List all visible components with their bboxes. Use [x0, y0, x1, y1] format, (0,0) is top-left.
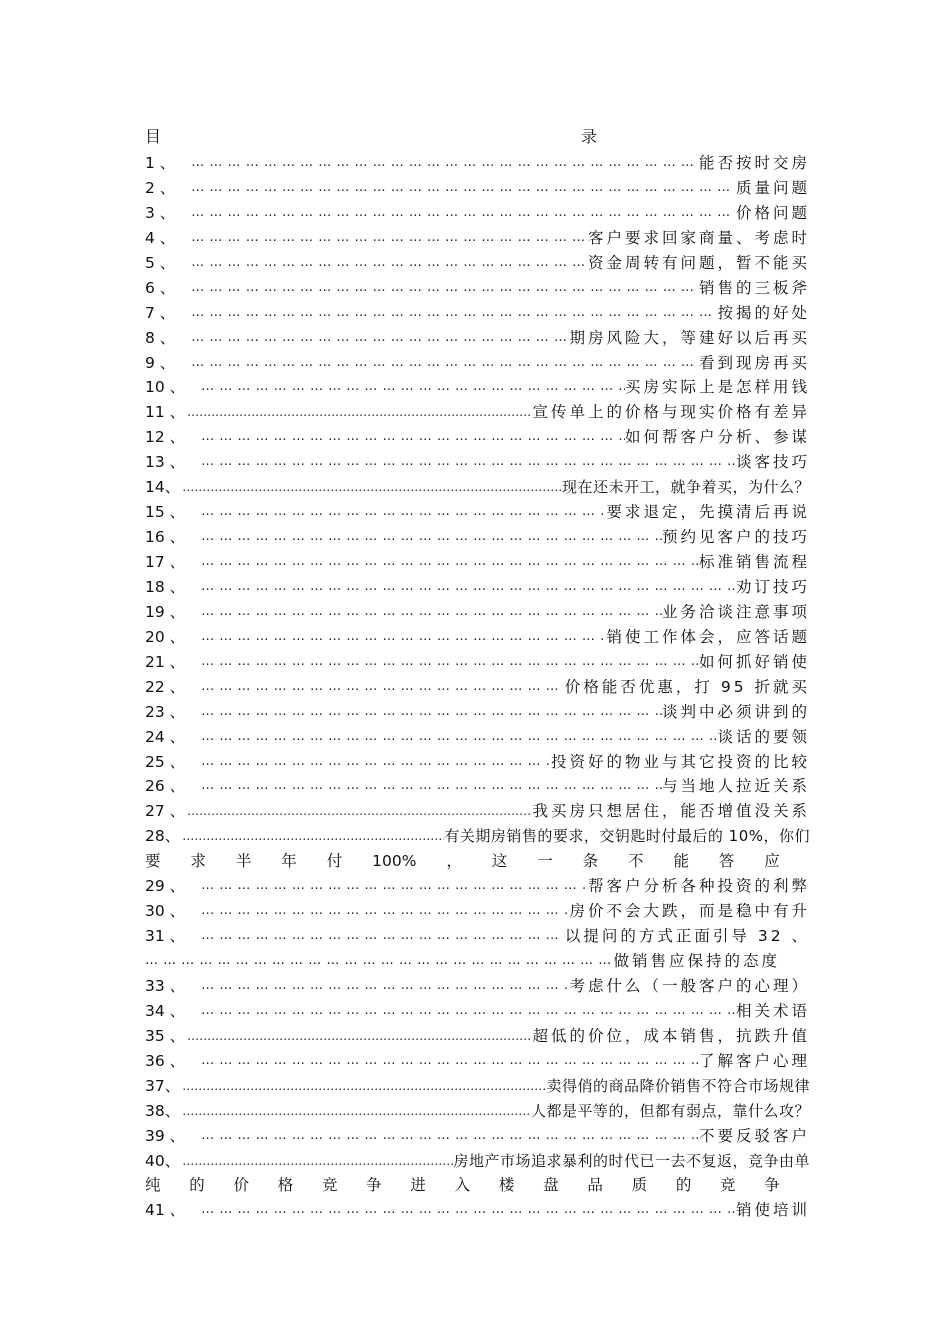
toc-leader-dots — [191, 425, 625, 450]
toc-leader-dots — [191, 700, 662, 725]
toc-entry[interactable] — [145, 924, 810, 949]
toc-entry-title: 人都是平等的，但都有弱点，靠什么攻？ — [530, 1101, 810, 1120]
toc-entry-number: 40、 — [145, 1151, 181, 1170]
toc-entry[interactable] — [145, 999, 810, 1024]
toc-continuation-word: 质 — [631, 1176, 648, 1195]
toc-entry-title: 卖得俏的商品降价销售不符合市场规律 — [546, 1076, 810, 1095]
toc-entry-number: 12 、 — [145, 428, 186, 447]
toc-leader-dots — [185, 799, 532, 824]
toc-entry[interactable] — [145, 375, 810, 400]
toc-leader-dots — [181, 326, 569, 351]
toc-entry-title: 如何抓好销使 — [698, 652, 810, 671]
toc-entry-title: 有关期房销售的要求，交钥匙时付最后的 10%，你们 — [444, 827, 810, 846]
toc-leader-dots — [191, 525, 662, 550]
toc-entry-title: 质量问题 — [735, 178, 810, 197]
toc-entry[interactable] — [145, 725, 810, 750]
toc-entry[interactable] — [145, 201, 810, 226]
toc-entry-title: 我买房只想居住，能否增值没关系 — [532, 802, 810, 821]
toc-continuation-word: 100% — [372, 852, 417, 871]
toc-leader-dots — [191, 675, 565, 700]
toc-leader-dots — [191, 725, 717, 750]
toc-entry[interactable] — [145, 974, 810, 999]
toc-entry-title: 业务洽谈注意事项 — [661, 602, 810, 621]
toc-entry-title: 买房实际上是怎样用钱 — [624, 378, 810, 397]
toc-leader-dots — [185, 1024, 532, 1049]
toc-continuation-word: 的 — [675, 1176, 692, 1195]
toc-entry-number: 30 、 — [145, 902, 186, 921]
toc-entry[interactable] — [145, 675, 810, 700]
toc-entry-number: 10 、 — [145, 378, 186, 397]
toc-entry-title: 价格问题 — [735, 203, 810, 222]
toc-entry-number: 3 、 — [145, 203, 176, 222]
toc-entry-number: 1 、 — [145, 154, 176, 172]
toc-entry-title: 能否按时交房 — [698, 154, 810, 172]
toc-entry[interactable] — [145, 425, 810, 450]
toc-entry[interactable] — [145, 226, 810, 251]
toc-leader-dots — [181, 301, 717, 326]
toc-leader-dots — [180, 1099, 531, 1124]
toc-continuation-word: 一 — [537, 852, 553, 871]
toc-entry[interactable] — [145, 450, 810, 475]
toc-entry-number: 14、 — [145, 478, 181, 497]
toc-entry-title: 帮客户分析各种投资的利弊 — [587, 877, 810, 896]
toc-entry[interactable] — [145, 251, 810, 276]
toc-entry-title: 做销售应保持的态度 — [613, 952, 780, 970]
toc-entry[interactable] — [145, 1024, 810, 1049]
toc-entry-number: 15 、 — [145, 503, 186, 522]
toc-entry-title: 按揭的好处 — [717, 303, 810, 322]
toc-continuation-word: 半 — [235, 852, 252, 871]
toc-entry-continuation — [145, 849, 810, 874]
toc-entry-title: 资金周转有问题，暂不能买 — [587, 253, 810, 272]
toc-entry-number: 37、 — [145, 1076, 181, 1095]
toc-continuation-word: 竞 — [720, 1176, 736, 1195]
toc-leader-dots — [181, 276, 699, 301]
toc-entry[interactable] — [145, 799, 810, 824]
toc-continuation-word: 品 — [587, 1176, 603, 1195]
toc-leader-dots — [191, 974, 569, 999]
toc-leader-dots — [180, 475, 562, 500]
toc-leader-dots — [191, 1049, 699, 1074]
toc-entry-number: 28、 — [145, 827, 181, 846]
toc-leader-dots — [191, 1198, 736, 1223]
toc-entry[interactable] — [145, 625, 810, 650]
toc-leader-dots — [191, 575, 736, 600]
toc-entry-title: 与当地人拉近关系 — [661, 777, 810, 796]
toc-leader-dots — [181, 201, 736, 226]
toc-continuation-word: 的 — [189, 1176, 205, 1195]
toc-entry-number: 38、 — [145, 1101, 181, 1120]
toc-entry-number: 31 、 — [145, 927, 186, 946]
toc-entry-title: 如何帮客户分析、参谋 — [624, 428, 810, 447]
toc-entry[interactable] — [145, 700, 810, 725]
toc-entry-number: 26 、 — [145, 777, 186, 796]
toc-entry[interactable] — [145, 874, 810, 899]
toc-continuation-word: 答 — [718, 852, 735, 871]
toc-leader-dots — [180, 824, 444, 849]
toc-continuation-word: 楼 — [498, 1176, 515, 1195]
toc-entry-number: 29 、 — [145, 877, 186, 896]
toc-entry-number: 41 、 — [145, 1201, 186, 1220]
toc-entry-title: 投资好的物业与其它投资的比较 — [550, 752, 810, 771]
toc-entry-title: 客户要求回家商量、考虑时 — [587, 228, 810, 247]
toc-leader-dots — [191, 874, 588, 899]
toc-entry-title: 不要反驳客户 — [698, 1126, 810, 1145]
toc-continuation-word: 应 — [764, 852, 780, 871]
toc-entry[interactable] — [145, 1099, 810, 1124]
toc-entry-number: 39 、 — [145, 1126, 186, 1145]
toc-entry-title: 销使培训 — [735, 1201, 810, 1220]
toc-leader-dots — [191, 450, 736, 475]
toc-entry-title: 期房风险大，等建好以后再买 — [569, 328, 810, 347]
toc-continuation-word: 能 — [673, 852, 689, 871]
toc-leader-dots — [191, 899, 569, 924]
toc-entry[interactable] — [145, 774, 810, 799]
toc-entry-number: 20 、 — [145, 627, 186, 646]
toc-entry-title: 看到现房再买 — [698, 353, 810, 372]
toc-continuation-word: 条 — [582, 852, 599, 871]
toc-entry[interactable] — [145, 1198, 810, 1223]
toc-entry[interactable] — [145, 600, 810, 625]
toc-continuation-word: 盘 — [543, 1176, 559, 1195]
toc-entry-title: 谈判中必须讲到的 — [661, 702, 810, 721]
toc-leader-dots — [191, 600, 662, 625]
toc-entry-number: 9 、 — [145, 353, 176, 372]
toc-leader-dots — [145, 949, 613, 974]
toc-entry-number: 33 、 — [145, 976, 186, 995]
toc-leader-dots — [191, 375, 625, 400]
toc-continuation-word: 这 — [491, 852, 508, 871]
toc-entry[interactable] — [145, 500, 810, 525]
toc-entry[interactable] — [145, 750, 810, 775]
toc-entry[interactable] — [145, 1074, 810, 1099]
toc-entry-number: 8 、 — [145, 328, 176, 347]
toc-entry[interactable] — [145, 550, 810, 575]
toc-entry-number: 7 、 — [145, 303, 176, 322]
toc-entry-number: 34 、 — [145, 1001, 186, 1020]
toc-entry[interactable] — [145, 1124, 810, 1149]
toc-heading-right: 录 — [580, 127, 597, 146]
toc-leader-dots — [191, 750, 551, 775]
toc-entry-title: 劝订技巧 — [735, 577, 810, 596]
toc-continuation-word: 进 — [410, 1176, 426, 1195]
toc-entry[interactable] — [145, 1049, 810, 1074]
toc-entry-title: 现在还未开工，就争着买，为什么？ — [561, 478, 810, 497]
toc-entry-number: 19 、 — [145, 602, 186, 621]
toc-continuation-word: 年 — [281, 852, 297, 871]
toc-entry-number: 4 、 — [145, 228, 176, 247]
toc-heading-left: 目 — [145, 127, 162, 146]
toc-continuation-word: 不 — [628, 852, 644, 871]
toc-entry-continuation — [145, 1173, 810, 1198]
toc-entry[interactable] — [145, 276, 810, 301]
toc-heading — [145, 126, 597, 148]
toc-entry-title: 销售的三板斧 — [698, 278, 810, 297]
toc-continuation-word: 入 — [454, 1176, 471, 1195]
toc-leader-dots — [181, 226, 588, 251]
toc-entry-title: 标准销售流程 — [698, 553, 810, 571]
toc-entry[interactable] — [145, 899, 810, 924]
toc-entry[interactable] — [145, 575, 810, 600]
toc-entry[interactable] — [145, 176, 810, 201]
toc-entry-title: 了解客户心理 — [698, 1051, 810, 1070]
toc-continuation-word: 格 — [277, 1176, 294, 1195]
toc-entry-title: 宣传单上的价格与现实价格有差异 — [532, 403, 810, 422]
toc-leader-dots — [181, 351, 699, 376]
toc-entry-title: 以提问的方式正面引导 32 、 — [564, 927, 810, 946]
toc-entry-number: 5 、 — [145, 253, 176, 272]
toc-leader-dots — [191, 625, 606, 650]
toc-continuation-word: 价 — [233, 1176, 249, 1195]
toc-leader-dots — [181, 151, 699, 176]
toc-leader-dots — [191, 500, 606, 525]
toc-entry-number: 24 、 — [145, 727, 186, 746]
toc-entry-continuation[interactable] — [145, 949, 810, 974]
toc-entry[interactable] — [145, 1149, 810, 1174]
toc-leader-dots — [191, 924, 565, 949]
toc-entry-title: 超低的价位，成本销售，抗跌升值 — [532, 1026, 810, 1045]
table-of-contents — [145, 151, 810, 1223]
toc-entry[interactable] — [145, 824, 810, 849]
toc-entry-number: 36 、 — [145, 1051, 186, 1070]
toc-continuation-word: 付 — [326, 852, 343, 871]
toc-continuation-word: 纯 — [145, 1176, 161, 1195]
toc-entry[interactable] — [145, 525, 810, 550]
toc-entry-number: 27 、 — [145, 802, 186, 821]
toc-entry[interactable] — [145, 650, 810, 675]
toc-entry-title: 考虑什么（一般客户的心理） — [569, 976, 810, 995]
toc-continuation-word: 求 — [190, 852, 206, 871]
toc-entry[interactable] — [145, 326, 810, 351]
toc-entry-number: 25 、 — [145, 752, 186, 771]
toc-entry-number: 23 、 — [145, 702, 186, 721]
toc-leader-dots — [191, 774, 662, 799]
toc-leader-dots — [180, 1149, 453, 1174]
toc-continuation-word: 争 — [366, 1176, 382, 1195]
toc-continuation-word: 竞 — [321, 1176, 338, 1195]
toc-entry-number: 11 、 — [145, 403, 186, 422]
toc-entry-number: 2 、 — [145, 178, 176, 197]
toc-leader-dots — [181, 251, 588, 276]
toc-entry-number: 22 、 — [145, 677, 186, 696]
toc-entry[interactable] — [145, 351, 810, 376]
toc-leader-dots — [191, 650, 699, 675]
toc-leader-dots — [185, 400, 532, 425]
toc-continuation-word: 要 — [145, 852, 161, 871]
toc-continuation-word: ， — [446, 852, 462, 871]
toc-entry-number: 21 、 — [145, 652, 186, 671]
toc-entry[interactable] — [145, 151, 810, 176]
toc-leader-dots — [191, 1124, 699, 1149]
toc-entry-number: 17 、 — [145, 553, 186, 571]
toc-leader-dots — [181, 176, 736, 201]
toc-leader-dots — [191, 999, 736, 1024]
toc-entry-number: 35 、 — [145, 1026, 186, 1045]
toc-entry-title: 销使工作体会，应答话题 — [606, 627, 810, 646]
toc-entry-number: 6 、 — [145, 278, 176, 297]
toc-entry-number: 18 、 — [145, 577, 186, 596]
toc-entry-title: 价格能否优惠，打 95 折就买 — [564, 677, 810, 696]
toc-entry-number: 13 、 — [145, 453, 186, 472]
toc-entry-title: 谈话的要领 — [717, 727, 810, 746]
toc-entry-title: 房价不会大跌，而是稳中有升 — [569, 902, 810, 921]
toc-entry[interactable] — [145, 400, 810, 425]
toc-entry-title: 谈客技巧 — [735, 453, 810, 472]
toc-entry-title: 相关术语 — [735, 1001, 810, 1020]
toc-entry-title: 预约见客户的技巧 — [661, 528, 810, 547]
toc-leader-dots — [180, 1074, 546, 1099]
toc-entry[interactable] — [145, 475, 810, 500]
toc-entry-title: 要求退定，先摸清后再说 — [606, 503, 810, 522]
toc-entry-title: 房地产市场追求暴利的时代已一去不复返，竞争由单 — [453, 1151, 810, 1170]
toc-entry-number: 16 、 — [145, 528, 186, 547]
toc-continuation-word: 争 — [764, 1176, 780, 1195]
toc-leader-dots — [191, 550, 699, 575]
toc-entry[interactable] — [145, 301, 810, 326]
